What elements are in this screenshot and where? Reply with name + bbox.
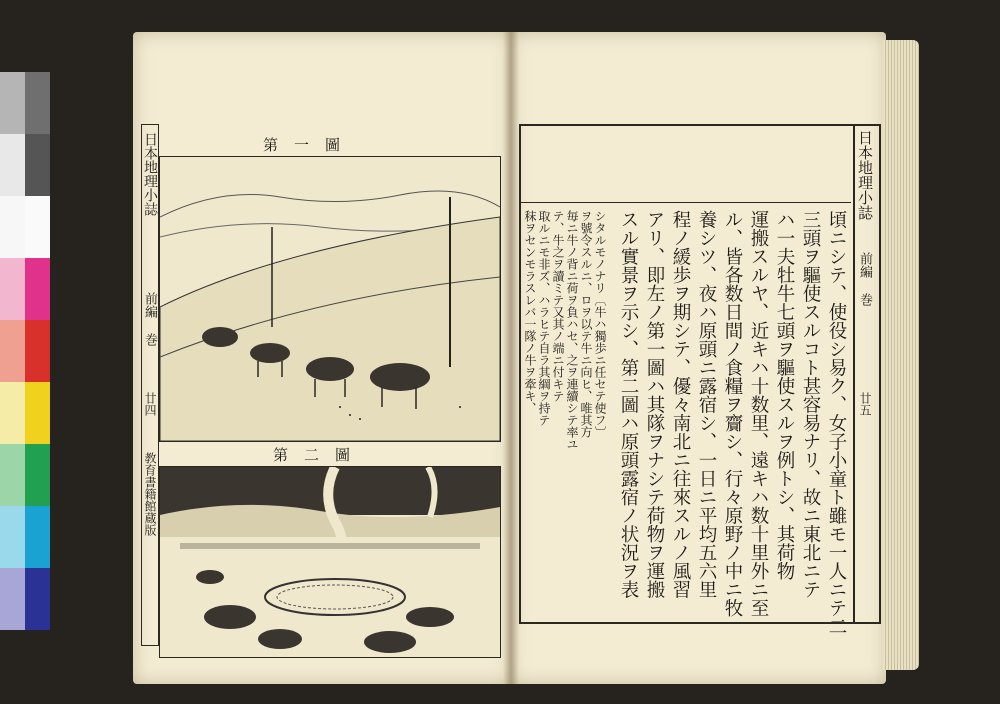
note-column: テ、牛之ヲ讀ミテ又其ノ端ニ付キテ [551,210,565,402]
note-column: 毎ニ牛ノ背ニ荷ヲ負ハセ、之ヲ連續シテ率ユ [565,210,579,450]
page-stack-edge [883,40,919,670]
book-spine-shadow [503,32,519,684]
open-book [133,32,923,684]
body-column: ル、皆各数日間ノ食糧ヲ齎シ、行々原野ノ中ニ牧 [722,210,743,617]
figure-1-title: 第一圖 [263,136,357,154]
left-side-sub: 前編 巻 [142,292,157,346]
right-side-title: 日本地理小誌 [856,130,874,220]
body-column: ハ一夫牡牛七頭ヲ驅使スルヲ例トシ、其荷物 [774,210,795,580]
figure-2-title: 第二圖 [273,446,367,464]
note-column: シタルモノナリ〔牛ハ獨歩ニ任セテ使フ〕 [593,210,607,438]
right-page [511,32,886,684]
left-page [133,32,511,684]
body-column: 程ノ緩歩ヲ期シテ、優々南北ニ往來スルノ風習 [670,210,691,599]
body-column: 三頭ヲ驅使スルコト甚容易ナリ、故ニ東北ニテ [800,210,821,599]
right-side-page: 廿五 [858,392,872,416]
body-column: 運搬スルヤ、近キハ十数里、遠キハ数十里外ニ至 [748,210,769,617]
left-side-page: 廿四 [143,392,157,416]
body-column: 養シツ、夜ハ原頭ニ露宿シ、一日ニ平均五六里 [696,210,717,599]
note-column: 秣ヲセンモラスレバ一隊ノ牛ヲ牽キ、 [523,210,537,414]
note-column: 取ルニモ非ズ、ハラヒテ自ラ其綱ヲ持テ [537,210,551,426]
left-side-title: 日本地理小誌 [142,132,158,216]
figure-1-illustration [159,156,501,442]
note-column: ヲ號令スルニ、ロヲ以テ牛ニ向ヒ、唯其方 [579,210,593,438]
figure-2-illustration [159,466,501,658]
right-side-sub: 前編 巻 [857,252,872,306]
left-side-publisher: 教育書籍館蔵版 [143,452,157,536]
body-column: アリ、即左ノ第一圖ハ其隊ヲナシテ荷物ヲ運搬 [644,210,665,599]
body-column: 頃ニシテ、使役シ易ク、女子小童ト雖モ一人ニテ二 [826,210,847,636]
body-column: スル實景ヲ示シ、第二圖ハ原頭露宿ノ状況ヲ表 [618,210,639,599]
color-calibration-bar [0,72,50,630]
header-rule [519,202,851,203]
